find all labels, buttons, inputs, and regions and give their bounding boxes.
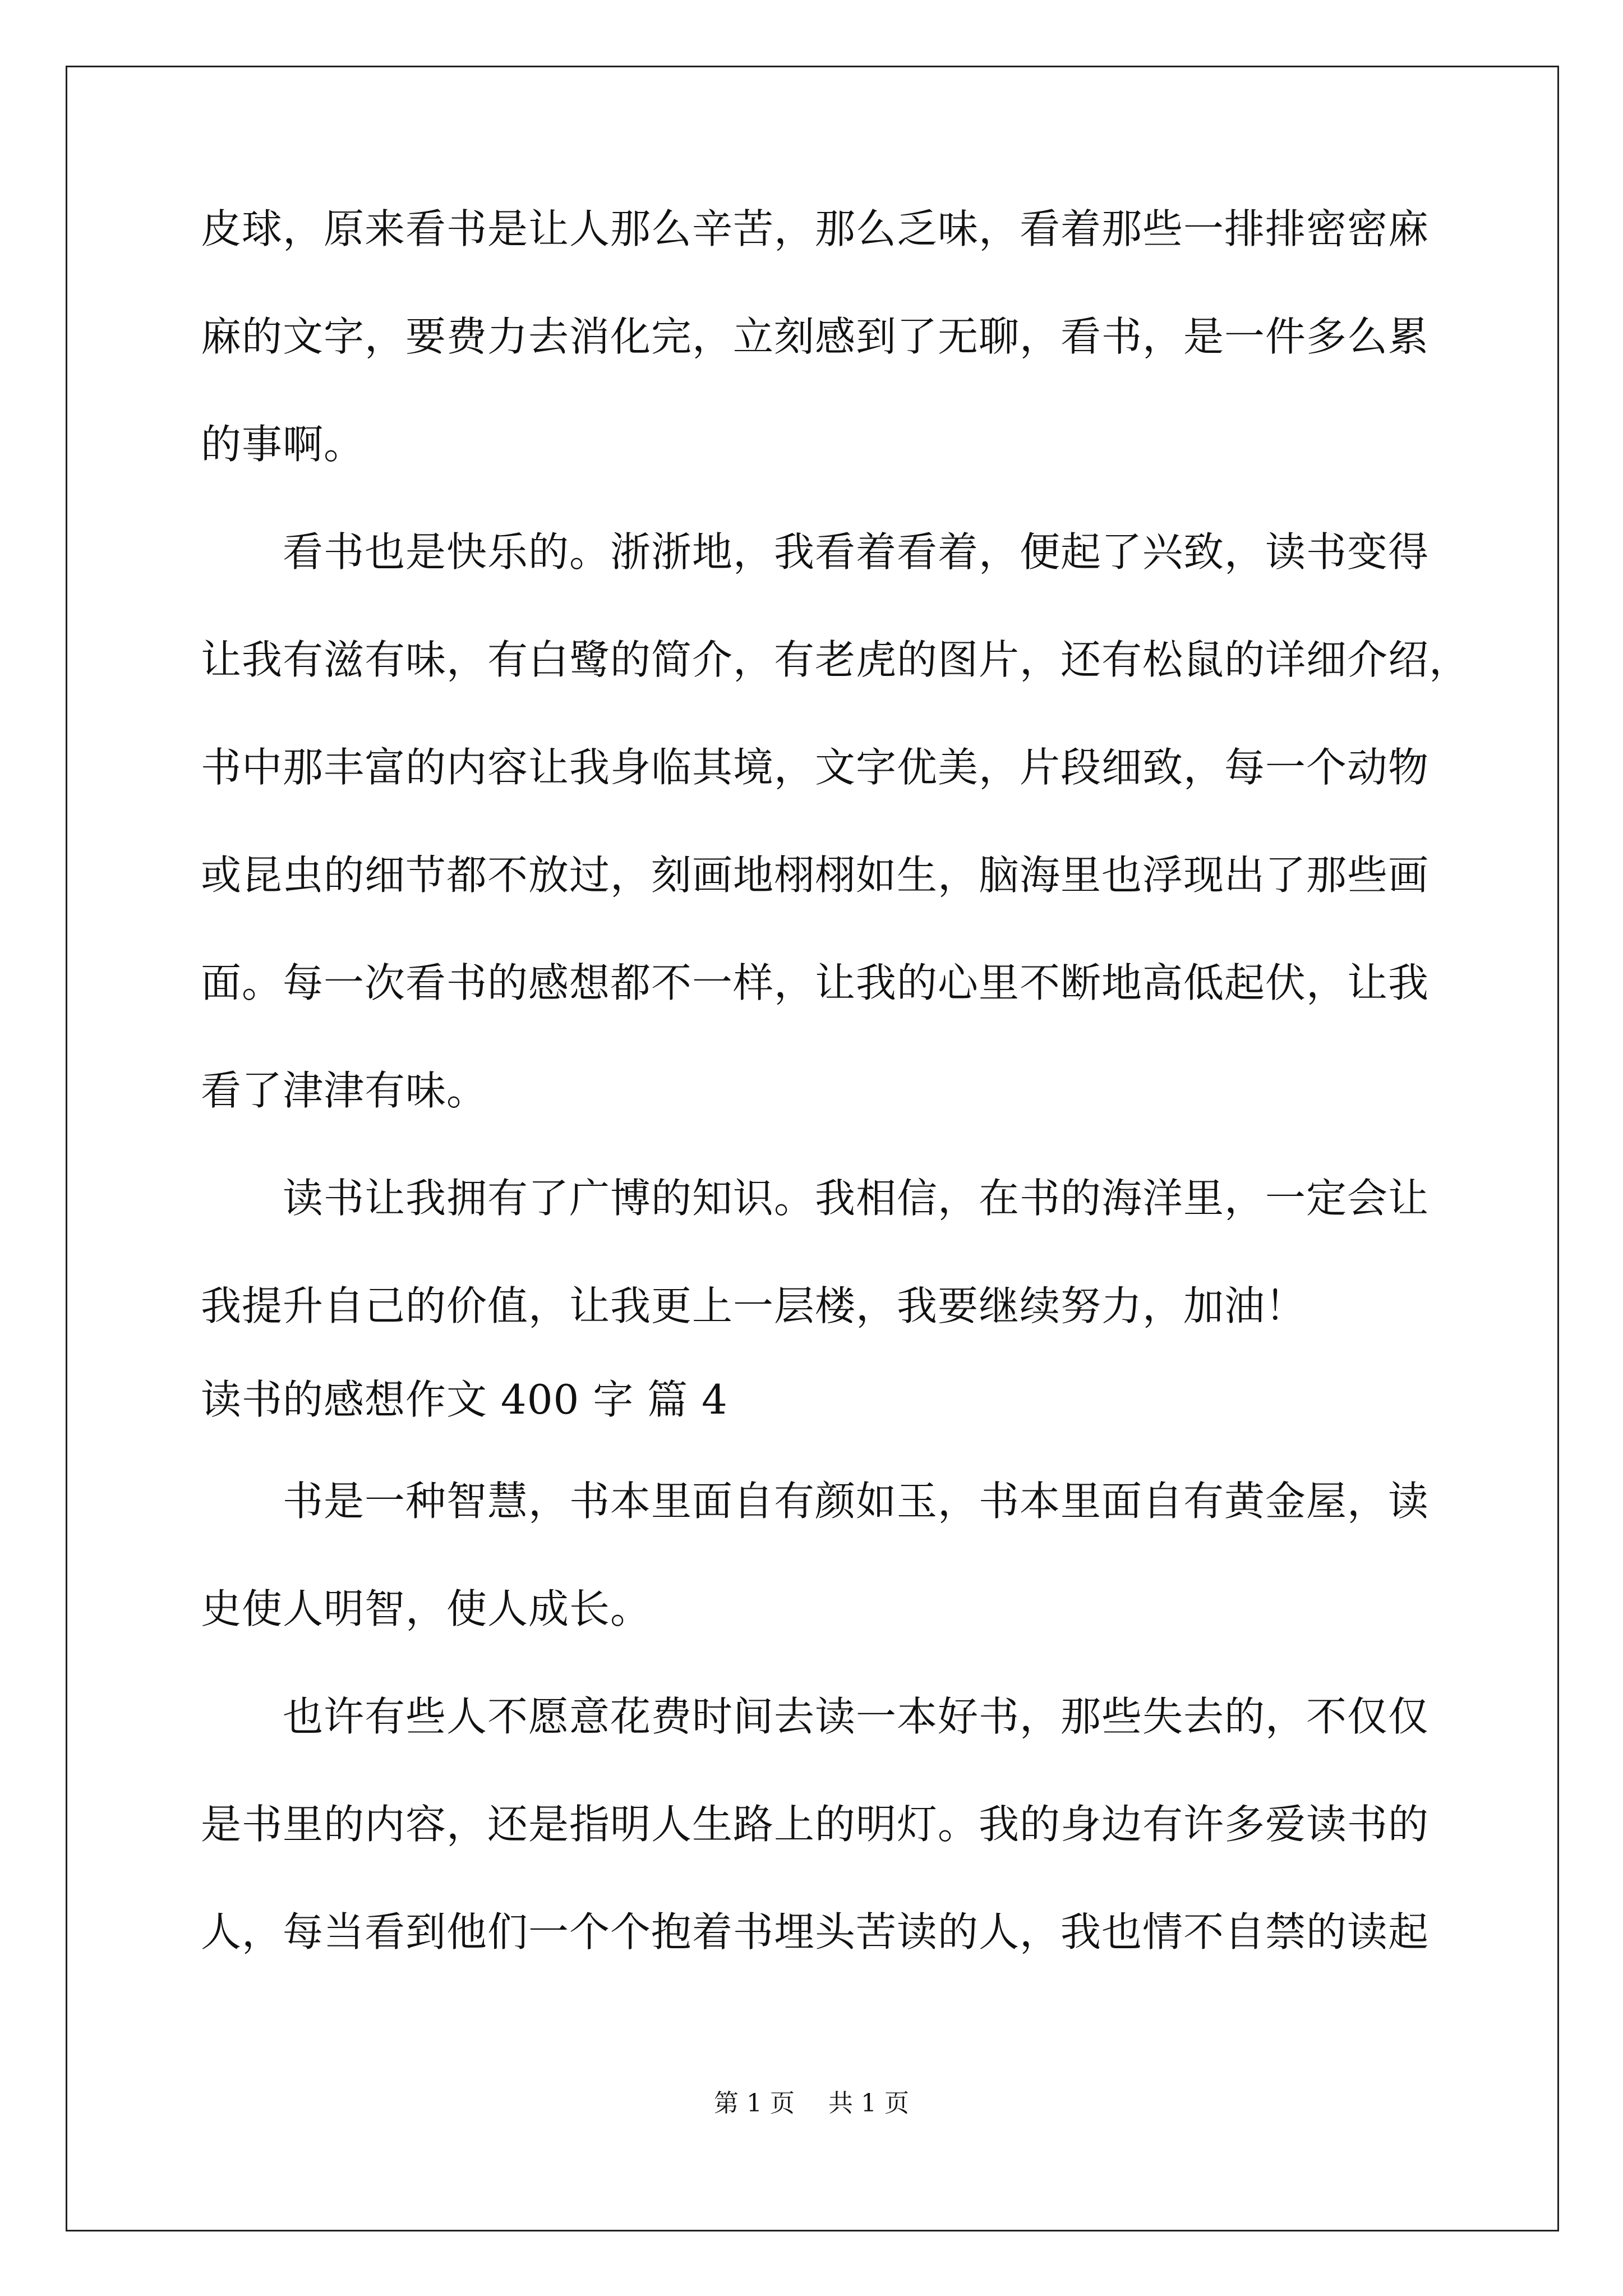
text-line: 书中那丰富的内容让我身临其境，文字优美，片段细致，每一个动物: [201, 744, 1430, 791]
text-line: 让我有滋有味，有白鹭的简介，有老虎的图片，还有松鼠的详细介绍，: [201, 636, 1470, 683]
text-line: 读书让我拥有了广博的知识。我相信，在书的海洋里，一定会让: [201, 1175, 1430, 1222]
text-line: 人，每当看到他们一个个抱着书埋头苦读的人，我也情不自禁的读起: [201, 1908, 1430, 1955]
text-line: 皮球，原来看书是让人那么辛苦，那么乏味，看着那些一排排密密麻: [201, 205, 1430, 252]
text-line: 我提升自己的价值，让我更上一层楼，我要继续努力，加油！: [201, 1282, 1307, 1329]
page-total: 共 1 页: [828, 2089, 909, 2118]
text-line: 面。每一次看书的感想都不一样，让我的心里不断地高低起伏，让我: [201, 959, 1430, 1006]
text-line: 的事啊。: [201, 421, 365, 468]
page-footer: [0, 2087, 1623, 2120]
text-line: 看书也是快乐的。浙浙地，我看着看着，便起了兴致，读书变得: [201, 528, 1430, 576]
text-line: 史使人明智，使人成长。: [201, 1585, 652, 1632]
section-heading: 读书的感想作文 400 字 篇 4: [201, 1376, 728, 1423]
text-line: 或昆虫的细节都不放过，刻画地栩栩如生，脑海里也浮现出了那些画: [201, 852, 1430, 899]
text-line: 麻的文字，要费力去消化完，立刻感到了无聊，看书，是一件多么累: [201, 313, 1430, 360]
text-line: 是书里的内容，还是指明人生路上的明灯。我的身边有许多爱读书的: [201, 1801, 1430, 1848]
page-number: 第 1 页: [714, 2089, 795, 2118]
text-line: 看了津津有味。: [201, 1067, 488, 1114]
text-line: 书是一种智慧，书本里面自有颜如玉，书本里面自有黄金屋，读: [201, 1478, 1430, 1525]
text-line: 也许有些人不愿意花费时间去读一本好书，那些失去的，不仅仅: [201, 1693, 1430, 1740]
